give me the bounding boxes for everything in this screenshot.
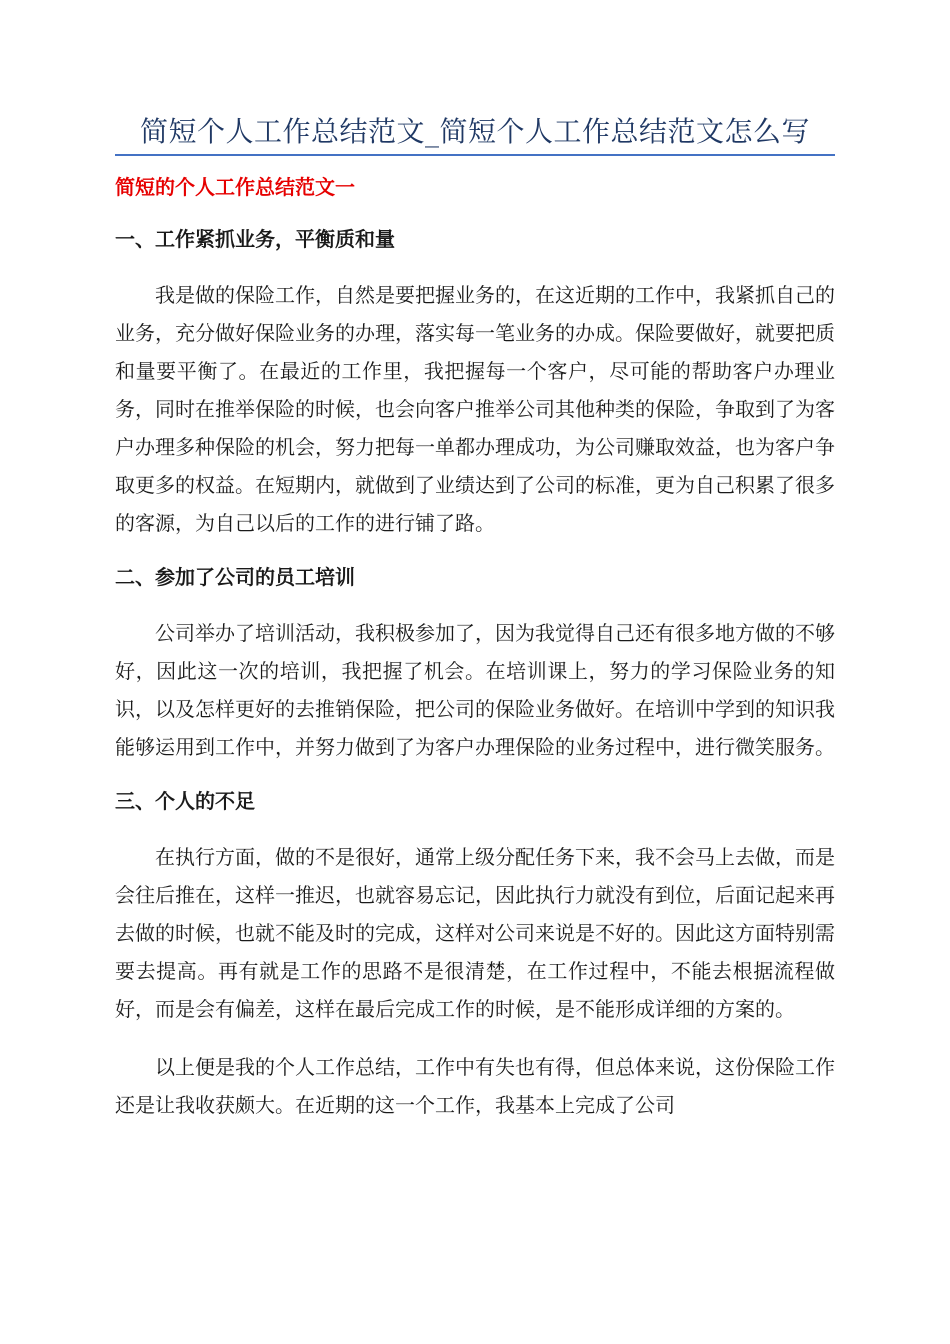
section-paragraph-1: 我是做的保险工作，自然是要把握业务的，在这近期的工作中，我紧抓自己的业务，充分做好保险业务的办理，落实每一笔业务的办成。保险要做好，就要把质和量要平衡了。在最近的工作里，我把握每一个客户，尽可能的帮助客户办理业务，同时在推举保险的时候，也会向客户推举公司其他种类的保险，争取到了为客户办理多种保险的机会，努力把每一单都办理成功，为公司赚取效益，也为客户争取更多的权益。在短期内，就做到了业绩达到了公司的标准，更为自己积累了很多的客源，为自己以后的工作的进行铺了路。: [115, 283, 835, 535]
section-heading-1: 一、工作紧抓业务，平衡质和量: [115, 227, 395, 251]
section-paragraph-2: 公司举办了培训活动，我积极参加了，因为我觉得自己还有很多地方做的不够好，因此这一次的培训，我把握了机会。在培训课上，努力的学习保险业务的知识，以及怎样更好的去推销保险，把公司的保险业务做好。在培训中学到的知识我能够运用到工作中，并努力做到了为客户办理保险的业务过程中，进行微笑服务。: [115, 621, 835, 759]
section-paragraph-3: 在执行方面，做的不是很好，通常上级分配任务下来，我不会马上去做，而是会往后推在，这样一推迟，也就容易忘记，因此执行力就没有到位，后面记起来再去做的时候，也就不能及时的完成，这样对公司来说是不好的。因此这方面特别需要去提高。再有就是工作的思路不是很清楚，在工作过程中，不能去根据流程做好，而是会有偏差，这样在最后完成工作的时候，是不能形成详细的方案的。: [115, 845, 835, 1021]
document-title: 简短个人工作总结范文_简短个人工作总结范文怎么写: [139, 115, 810, 148]
section-subtitle: 简短的个人工作总结范文一: [115, 175, 355, 199]
closing-paragraph: 以上便是我的个人工作总结，工作中有失也有得，但总体来说，这份保险工作还是让我收获颇大。在近期的这一个工作，我基本上完成了公司: [115, 1055, 835, 1117]
section-heading-2: 二、参加了公司的员工培训: [115, 565, 355, 589]
document-body: [115, 172, 835, 1138]
title-underline: [115, 154, 835, 156]
section-heading-3: 三、个人的不足: [115, 789, 255, 813]
